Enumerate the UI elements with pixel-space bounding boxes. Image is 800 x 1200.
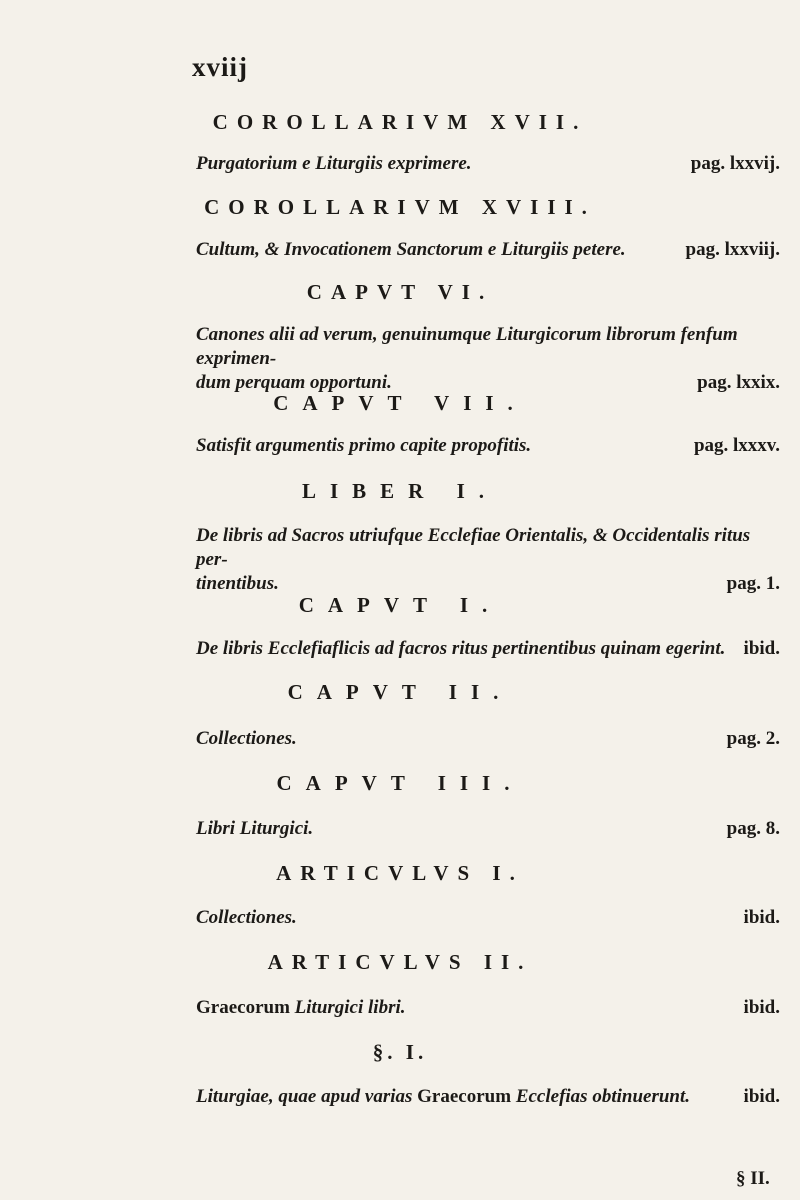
page-reference: ibid. [743, 997, 780, 1018]
heading-liber-i: LIBER I. [301, 479, 499, 503]
heading-articulus-ii: ARTICVLVS II. [267, 950, 533, 974]
heading-articulus-i: ARTICVLVS I. [276, 861, 524, 885]
entry-text: Purgatorium e Liturgiis exprimere. [196, 153, 472, 174]
heading-caput-ii: CAPVT II. [287, 680, 513, 704]
heading-caput-i: CAPVT I. [298, 593, 502, 617]
entry-text-line-1: Canones alii ad verum, genuinumque Liturgicorum librorum fenfum exprimen- [196, 324, 738, 369]
entry-text: De libris Ecclefiaflicis ad facros ritus pertinentibus quinam egerint. [196, 638, 726, 659]
toc-entry [196, 637, 780, 661]
toc-entry [196, 434, 780, 458]
page-reference: ibid. [743, 907, 780, 928]
catchword: § II. [736, 1168, 770, 1189]
toc-entry [196, 906, 780, 930]
entry-text: Liturgiae, quae apud varias [196, 1086, 418, 1107]
page-reference: pag. 8. [726, 818, 780, 839]
toc-entry [196, 817, 780, 841]
toc-entry [196, 524, 780, 596]
heading-corollarium-xvii: COROLLARIVM XVII. [212, 110, 588, 134]
entry-text-line-2: tinentibus. [196, 573, 279, 594]
entry-text-line-1: De libris ad Sacros utriufque Ecclefiae Orientalis, & Occidentalis ritus per- [196, 525, 751, 570]
entry-text-roman: Graecorum [417, 1086, 512, 1107]
heading-section-1: §. I. [372, 1040, 428, 1064]
heading-corollarium-xviii: COROLLARIVM XVIII. [204, 195, 596, 219]
heading-caput-vi: CAPVT VI. [306, 280, 494, 304]
page-number: xviij [192, 52, 248, 82]
entry-text: Satisfit argumentis primo capite propofitis. [196, 435, 532, 456]
entry-text-line-2: dum perquam opportuni. [196, 372, 392, 393]
entry-text: Collectiones. [196, 728, 297, 749]
toc-entry [196, 727, 780, 751]
page-reference: pag. lxxxv. [693, 435, 780, 456]
toc-entry [196, 323, 780, 395]
toc-entry [196, 1085, 780, 1109]
heading-caput-vii: CAPVT VII. [273, 391, 527, 415]
page-reference: ibid. [743, 1086, 780, 1107]
page-reference: pag. 2. [726, 728, 780, 749]
entry-text: Liturgici libri. [289, 997, 406, 1018]
heading-caput-iii: CAPVT III. [276, 771, 524, 795]
entry-text: Ecclefias obtinuerunt. [511, 1086, 690, 1107]
toc-entry [196, 996, 780, 1020]
page-reference: pag. lxxix. [697, 372, 780, 393]
entry-text: Cultum, & Invocationem Sanctorum e Liturgiis petere. [196, 239, 626, 260]
entry-text: Collectiones. [196, 907, 297, 928]
toc-entry [196, 238, 780, 262]
page-reference: pag. lxxviij. [685, 239, 780, 260]
page-reference: pag. lxxvij. [690, 153, 780, 174]
toc-entry [196, 152, 780, 176]
entry-text: Libri Liturgici. [196, 818, 314, 839]
page-reference: pag. 1. [726, 573, 780, 594]
page-reference: ibid. [743, 638, 780, 659]
entry-text-roman: Graecorum [196, 997, 290, 1018]
